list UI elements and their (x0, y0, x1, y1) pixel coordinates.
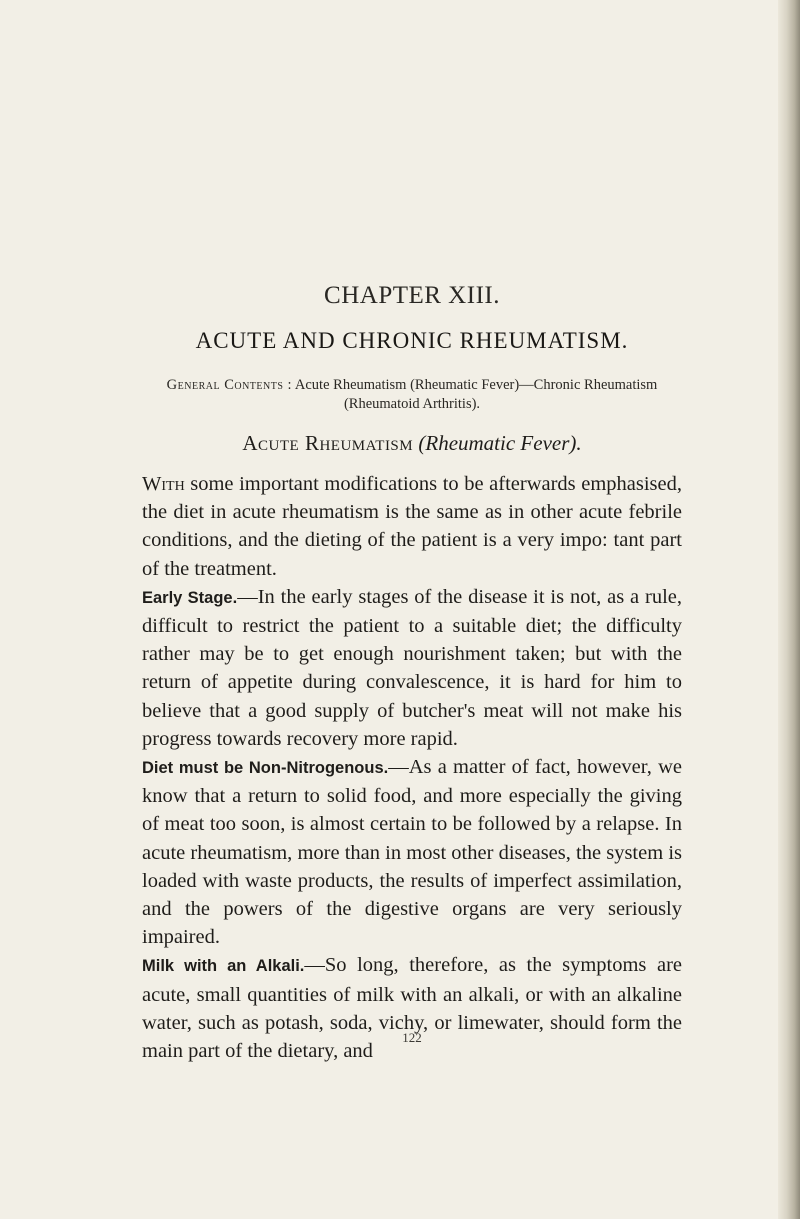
paragraph-2-heading: Early Stage. (142, 588, 238, 607)
page-edge-shadow (778, 0, 800, 1219)
paragraph-2 (142, 583, 682, 753)
general-contents-label: General Contents : (166, 377, 293, 393)
section-heading-italic: (Rheumatic Fever). (418, 431, 582, 455)
paragraph-1-first-word: With (142, 473, 185, 495)
paragraph-1 (142, 470, 682, 583)
paragraph-2-text: —In the early stages of the disease it is not, as a rule, difficult to restrict the patient to a suitable diet; the difficulty rather may be to get enough nourishment taken; but with the return of appetite during convalescence, it is hard for him to believe that a good supply of butcher's meat will not make his progress towards recovery more rapid. (142, 585, 682, 750)
body-text (142, 470, 682, 1065)
paragraph-3 (142, 753, 682, 951)
section-heading-text: Acute Rheumatism (242, 431, 414, 455)
paragraph-3-heading: Diet must be Non-Nitrogenous. (142, 759, 389, 778)
paragraph-3-text: —As a matter of fact, however, we know that a return to solid food, and more especially the giving of meat too soon, is almost certain to be followed by a relapse. In acute rheumatism, more than in most other diseases, the system is loaded with waste products, the results of imperfect assimilation, and the powers of the digestive organs are very seriously impaired. (142, 756, 683, 949)
general-contents-text: Acute Rheumatism (Rheumatic Fever)—Chronic Rheumatism (Rheumatoid Arthritis). (292, 377, 658, 412)
chapter-title: CHAPTER XIII. (324, 282, 500, 309)
paragraph-4-text: —So long, therefore, as the symptoms are acute, small quantities of milk with an alkali, or with an alkaline water, such as potash, soda, vichy, or limewater, should form the main part of the dietary, and (142, 954, 682, 1063)
paragraph-4-heading: Milk with an Alkali. (142, 957, 305, 976)
paragraph-1-text: some important modifications to be afterwards emphasised, the diet in acute rheumatism is the same as in other acute febrile conditions, and the dieting of the patient is a very impo: tant part of the treatment. (142, 473, 682, 580)
general-contents (142, 376, 682, 414)
page-number: 122 (402, 1030, 422, 1045)
chapter-subject: ACUTE AND CHRONIC RHEUMATISM. (195, 328, 629, 353)
paragraph-4 (142, 951, 682, 1065)
page-content (142, 282, 682, 1065)
section-heading (142, 431, 682, 456)
